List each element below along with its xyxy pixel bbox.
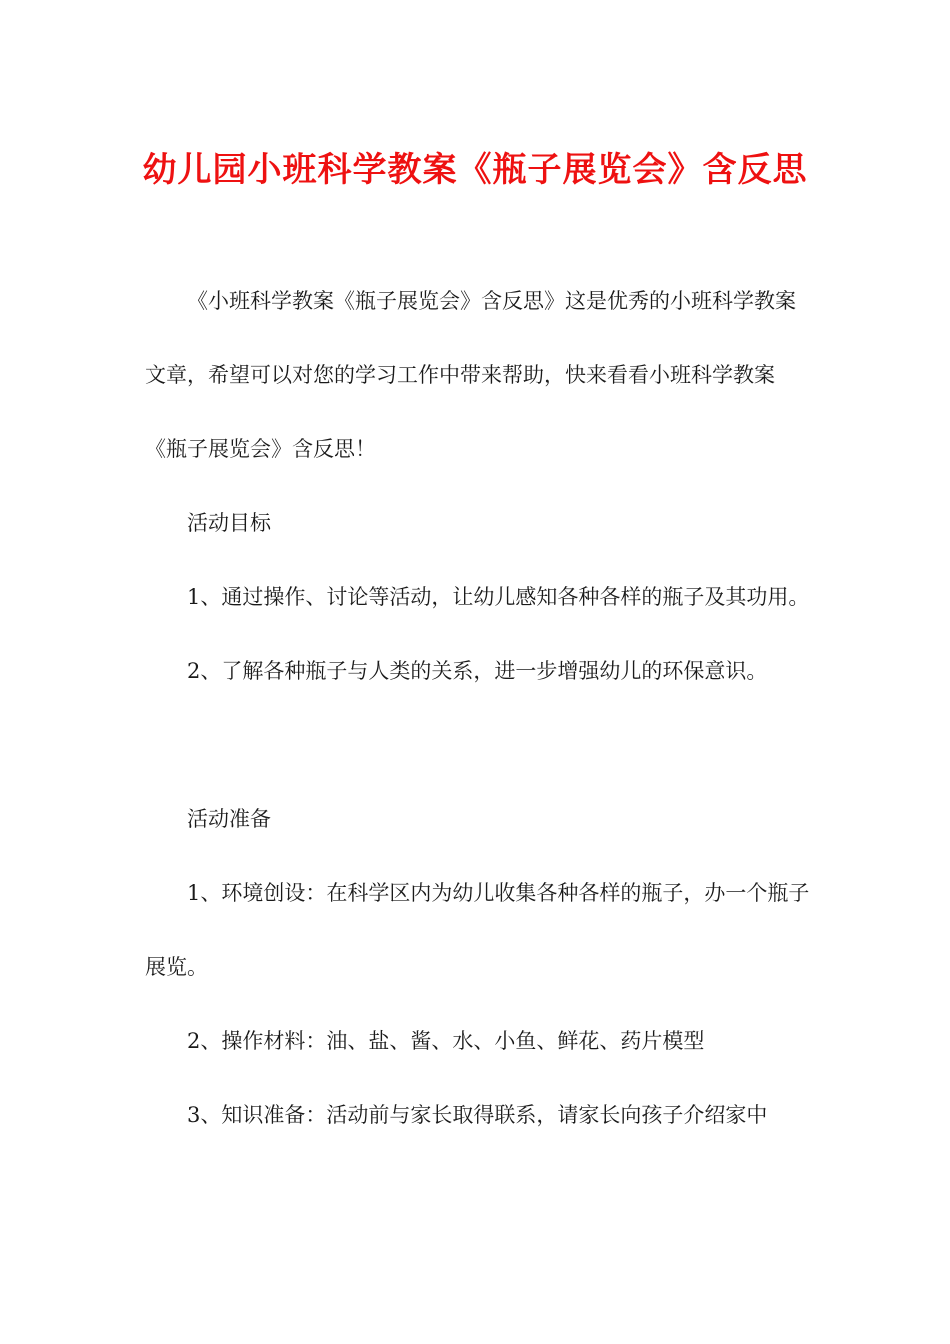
preparation-item-2: 2、操作材料：油、盐、酱、水、小鱼、鲜花、药片模型	[187, 1029, 705, 1053]
intro-paragraph: 《小班科学教案《瓶子展览会》含反思》这是优秀的小班科学教案文章，希望可以对您的学习工作中带来帮助，快来看看小班科学教案《瓶子展览会》含反思！	[145, 289, 796, 461]
section-heading-goals: 活动目标	[187, 511, 271, 535]
document-title: 幼儿园小班科学教案《瓶子展览会》含反思	[142, 150, 808, 190]
goal-item-2: 2、了解各种瓶子与人类的关系，进一步增强幼儿的环保意识。	[187, 659, 768, 683]
paragraph-spacer	[145, 708, 810, 782]
preparation-item-3: 3、知识准备：活动前与家长取得联系，请家长向孩子介绍家中	[187, 1103, 768, 1127]
goal-item-1: 1、通过操作、讨论等活动，让幼儿感知各种各样的瓶子及其功用。	[187, 585, 810, 609]
section-heading-preparation: 活动准备	[187, 807, 271, 831]
document-body	[145, 264, 810, 1152]
preparation-item-1: 1、环境创设：在科学区内为幼儿收集各种各样的瓶子，办一个瓶子展览。	[145, 881, 810, 979]
